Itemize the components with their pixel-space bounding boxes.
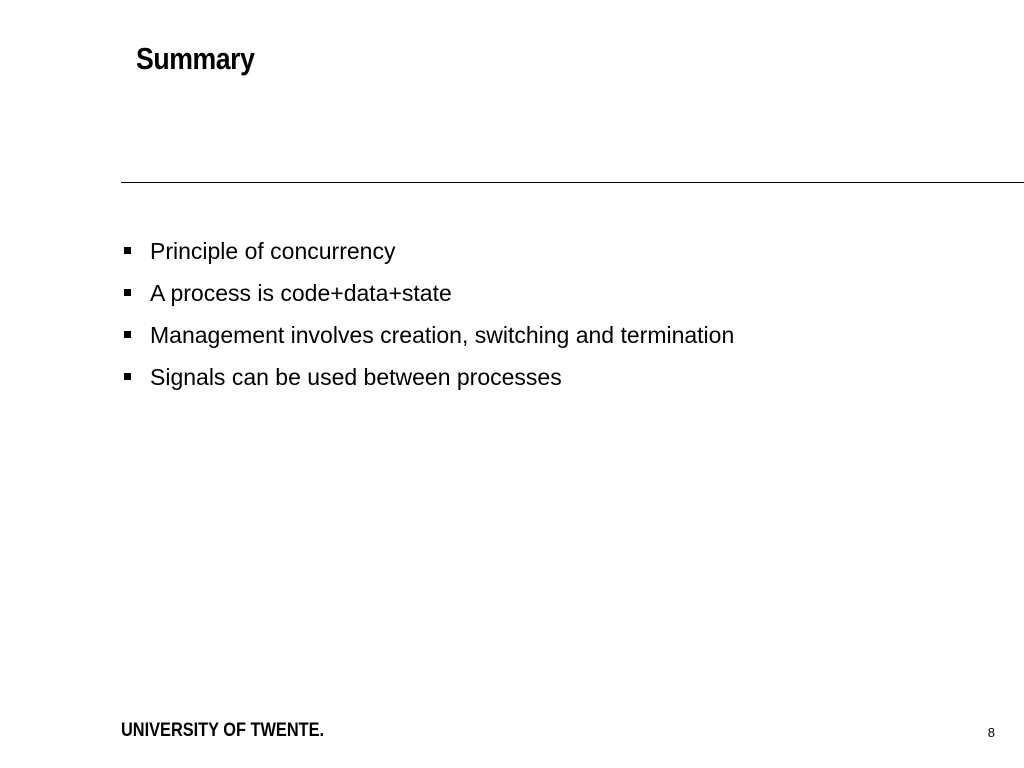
bullet-list bbox=[121, 236, 734, 404]
bullet-text: Principle of concurrency bbox=[150, 238, 396, 264]
university-logo: UNIVERSITY OF TWENTE. bbox=[121, 720, 325, 741]
bullet-item bbox=[121, 362, 734, 404]
bullet-text: A process is code+data+state bbox=[150, 280, 452, 306]
bullet-item bbox=[121, 236, 734, 278]
square-bullet-icon bbox=[124, 331, 131, 338]
page-number: 8 bbox=[987, 725, 995, 740]
bullet-text: Signals can be used between processes bbox=[150, 364, 562, 390]
square-bullet-icon bbox=[124, 247, 131, 254]
slide-title: Summary bbox=[136, 41, 255, 76]
bullet-item bbox=[121, 278, 734, 320]
square-bullet-icon bbox=[124, 373, 131, 380]
bullet-item bbox=[121, 320, 734, 362]
bullet-text: Management involves creation, switching and termination bbox=[150, 322, 735, 348]
title-divider bbox=[121, 182, 1024, 183]
square-bullet-icon bbox=[124, 289, 131, 296]
